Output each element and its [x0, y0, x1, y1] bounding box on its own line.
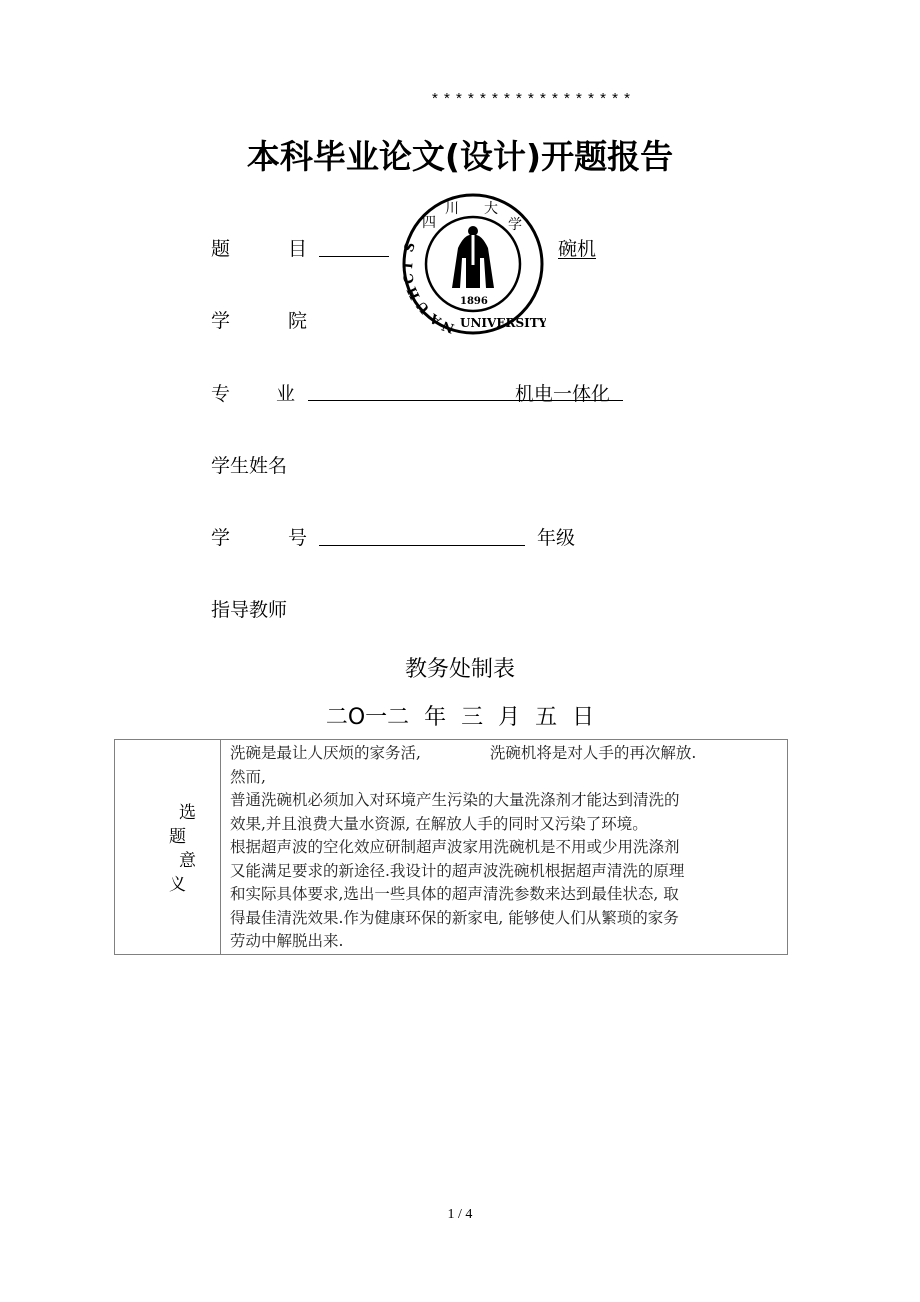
svg-text:C: C — [401, 272, 418, 285]
advisor-label: 指导教师 — [211, 599, 288, 621]
student-id-underline — [319, 545, 525, 546]
student-id-label-2: 号 — [288, 527, 308, 549]
svg-text:川: 川 — [445, 201, 459, 217]
topic-label: 题 — [211, 238, 231, 260]
paragraph-line: 得最佳清洗效果.作为健康环保的新家电, 能够使人们从繁琐的家务 — [230, 908, 679, 927]
paragraph-line: 劳动中解脱出来. — [230, 932, 344, 950]
topic-label-2: 目 — [288, 238, 308, 260]
page-number: 1 / 4 — [447, 1207, 473, 1222]
significance-paragraph — [230, 742, 786, 954]
side-label-char: 义 — [169, 875, 186, 895]
paragraph-line: 根据超声波的空化效应研制超声波家用洗碗机是不用或少用洗涤剂 — [230, 838, 680, 856]
svg-text:大: 大 — [484, 201, 498, 217]
paragraph-line: 洗碗是最让人厌烦的家务活, 洗碗机将是对人手的再次解放. — [230, 744, 697, 762]
issuer-label: 教务处制表 — [404, 657, 515, 682]
paragraph-line: 又能满足要求的新途径.我设计的超声波洗碗机根据超声清洗的原理 — [230, 861, 685, 880]
svg-text:S: S — [401, 240, 419, 255]
svg-text:I: I — [401, 261, 417, 270]
university-seal-logo — [400, 193, 546, 335]
paragraph-line: 然而, — [230, 767, 266, 786]
document-title: 本科毕业论文(设计)开题报告 — [246, 137, 674, 176]
topic-value: 碗机 — [558, 238, 597, 260]
grade-label: 年级 — [537, 527, 576, 549]
svg-text:1896: 1896 — [460, 296, 488, 307]
topic-underline — [319, 256, 389, 257]
svg-text:U: U — [414, 297, 434, 317]
date-label: 二O一二 年 三 月 五 日 — [325, 705, 595, 730]
side-label-char: 意 — [179, 851, 196, 871]
student-name-label: 学生姓名 — [211, 455, 288, 477]
paragraph-line: 和实际具体要求,选出一些具体的超声清洗参数来达到最佳状态, 取 — [230, 885, 679, 903]
svg-text:N: N — [440, 317, 457, 335]
svg-text:H: H — [404, 284, 424, 302]
side-label-char: 题 — [169, 827, 186, 847]
table-divider — [220, 740, 221, 954]
svg-text:四: 四 — [422, 215, 436, 231]
topic-significance-table — [114, 739, 788, 955]
college-label: 学 — [211, 310, 231, 332]
major-value: 机电一体化 — [515, 383, 611, 405]
college-label-2: 院 — [288, 310, 308, 332]
svg-text:A: A — [427, 309, 445, 329]
paragraph-line: 普通洗碗机必须加入对环境产生污染的大量洗涤剂才能达到清洗的 — [230, 791, 680, 809]
major-label-2: 业 — [276, 383, 296, 405]
paragraph-line: 效果,并且浪费大量水资源, 在解放人手的同时又污染了环境。 — [230, 814, 648, 833]
masked-header: * * * * * * * * * * * * * * * * * — [432, 90, 631, 107]
svg-text:UNIVERSITY: UNIVERSITY — [460, 316, 546, 330]
student-id-label: 学 — [211, 527, 231, 549]
svg-text:学: 学 — [508, 217, 522, 233]
major-label: 专 — [211, 383, 231, 405]
side-label-char: 选 — [179, 803, 196, 823]
